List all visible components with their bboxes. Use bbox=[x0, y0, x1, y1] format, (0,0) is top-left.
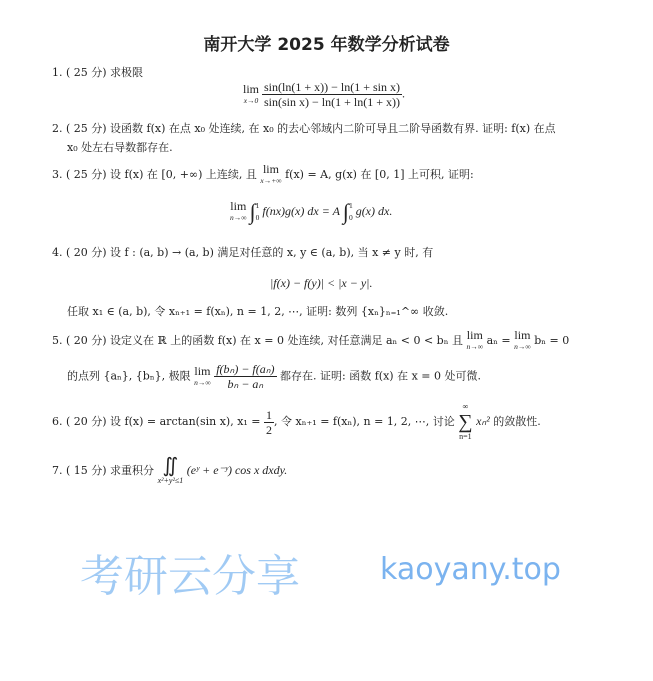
q4-line3: 任取 x₁ ∈ (a, b), 令 xₙ₊₁ = f(xₙ), n = 1, 2, ⋯, 证明: 数列 {xₙ}ₙ₌₁^∞ 收敛. bbox=[67, 305, 449, 318]
q4-display: |f(x) − f(y)| < |x − y|. bbox=[270, 276, 373, 290]
watermark-chinese: 考研云分享 bbox=[80, 551, 300, 602]
q5-line2: 的点列 {aₙ}, {bₙ}, 极限 lim n→∞ $\frac{\text{f(bₙ) − f(aₙ)}}{\text{bₙ − aₙ}}$ 都存在. 证明: 函数 f(x) 在 x = 0 处可微. bbox=[67, 362, 481, 391]
q5-line1: 5. ( 20 分) 设定义在 ℝ 上的函数 f(x) 在 x = 0 处连续, 对任意满足 aₙ < 0 < bₙ 且 lim n→∞ aₙ = lim n→∞ bₙ = 0 bbox=[52, 328, 570, 351]
q6-statement: 6. ( 20 分) 设 f(x) = arctan(sin x), x₁ = $\frac{1}{2}$ , 令 xₙ₊₁ = f(xₙ), n = 1, 2, ⋯, 讨论 ∞ ∑ n=1 xₙ² 的敛散性. bbox=[52, 402, 541, 441]
watermark-url: kaoyany.top bbox=[380, 552, 561, 587]
q3-statement: 3. ( 25 分) 设 f(x) 在 [0, +∞) 上连续, 且 lim x→+∞ f(x) = A, g(x) 在 [0, 1] 上可积, 证明: bbox=[52, 162, 474, 185]
q3-display: lim n→∞ ∫ 1 0 f(nx)g(x) dx = A ∫ 1 0 g(x) dx. bbox=[230, 199, 393, 224]
q1-label: 1. ( 25 分) 求极限 bbox=[52, 66, 144, 79]
q2-line1: 2. ( 25 分) 设函数 f(x) 在点 x₀ 处连续, 在 x₀ 的去心邻域内二阶可导且二阶导函数有界. 证明: f(x) 在点 bbox=[52, 122, 556, 135]
page-title: 南开大学 2025 年数学分析试卷 bbox=[203, 35, 450, 55]
q7-statement: 7. ( 15 分) 求重积分 ∬ x²+y²≤1 (eʸ + e⁻ʸ) cos x dxdy. bbox=[52, 455, 288, 485]
q4-line1: 4. ( 20 分) 设 f : (a, b) → (a, b) 满足对任意的 x, y ∈ (a, b), 当 x ≠ y 时, 有 bbox=[52, 246, 434, 259]
q1-formula: lim x→0 $\frac{\text{sin(ln(1 + x)) − ln(1 + sin x)}}{\text{sin(sin x) − ln(1 + ln(1 + x))}}$ . bbox=[243, 80, 405, 109]
q2-line2: x₀ 处左右导数都存在. bbox=[67, 141, 173, 154]
